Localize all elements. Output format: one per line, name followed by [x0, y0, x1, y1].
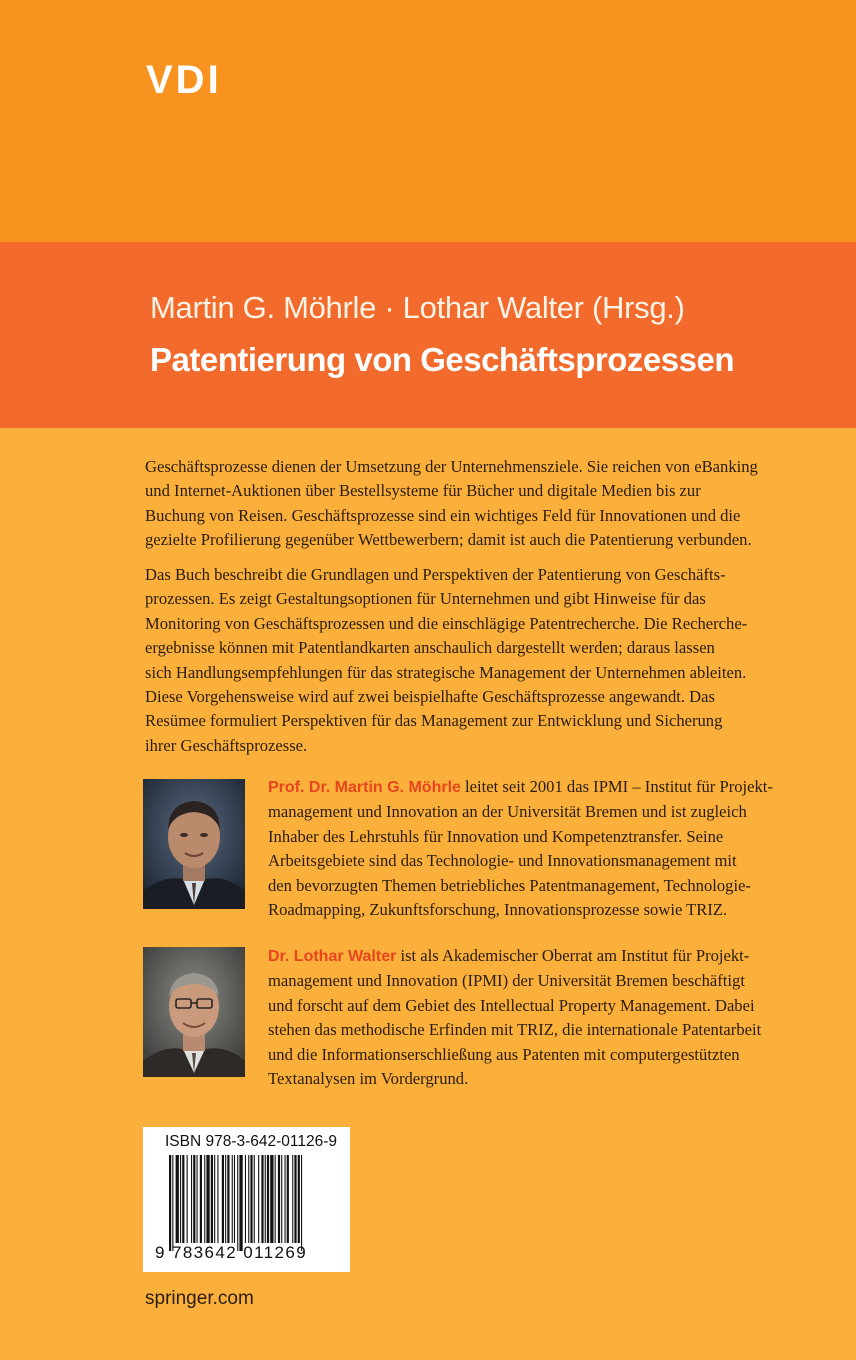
- barcode-bar: [285, 1155, 286, 1243]
- barcode-bar: [250, 1155, 252, 1243]
- text-line: prozessen. Es zeigt Gestaltungsoptionen für Unternehmen und gibt Hinweise für das: [145, 589, 706, 609]
- text-line: und forscht auf dem Gebiet des Intellectual Property Management. Dabei: [268, 995, 755, 1015]
- barcode-bar: [191, 1155, 192, 1243]
- barcode-bar: [294, 1155, 296, 1243]
- author-name-highlight: Prof. Dr. Martin G. Möhrle: [268, 779, 461, 796]
- barcode-bar: [193, 1155, 195, 1243]
- description-paragraph-2: [145, 563, 805, 758]
- barcode-bar: [182, 1155, 184, 1243]
- author-bio-walter: [268, 944, 808, 1091]
- text-line: management und Innovation (IPMI) der Universität Bremen beschäftigt: [268, 971, 745, 991]
- barcode-bar: [234, 1155, 235, 1243]
- publisher-website: springer.com: [145, 1288, 254, 1309]
- barcode-bar: [287, 1155, 289, 1243]
- barcode-bar: [172, 1155, 173, 1251]
- barcode-bar: [227, 1155, 229, 1243]
- text-line: Textanalysen im Vordergrund.: [268, 1069, 469, 1089]
- barcode-bar: [222, 1155, 224, 1243]
- barcode-bar: [254, 1155, 255, 1243]
- barcode-bar: [281, 1155, 282, 1243]
- barcode-bar: [197, 1155, 198, 1243]
- barcode-bar: [237, 1155, 238, 1251]
- title-band: [0, 242, 856, 428]
- barcode-bar: [239, 1155, 242, 1251]
- book-title: Patentierung von Geschäftsprozessen: [150, 341, 734, 378]
- publisher-logo: VDI: [146, 58, 222, 102]
- barcode-bar: [217, 1155, 218, 1243]
- bio-text: ist als Akademischer Oberrat am Institut für Projekt-: [396, 946, 750, 965]
- text-line: den bevorzugten Themen betriebliches Patentmanagement, Technologie-: [268, 875, 751, 895]
- bio-first-line: [268, 944, 808, 969]
- barcode-bar: [261, 1155, 263, 1243]
- text-line: Geschäftsprozesse dienen der Umsetzung der Unternehmensziele. Sie reichen von eBanking: [145, 457, 758, 476]
- author-portrait-moehrle: [143, 779, 245, 909]
- barcode-bar: [275, 1155, 276, 1243]
- barcode-bar: [211, 1155, 213, 1243]
- top-color-band: [0, 0, 856, 242]
- ean-digits: 9 783642 011269: [155, 1243, 308, 1262]
- text-line: und Internet-Auktionen über Bestellsysteme für Bücher und digitale Medien bis zur: [145, 481, 701, 501]
- author-bio-moehrle: [268, 775, 808, 922]
- barcode-bar: [225, 1155, 226, 1243]
- barcode-bar: [265, 1155, 266, 1243]
- barcode-bar: [200, 1155, 202, 1243]
- isbn-number: ISBN 978-3-642-01126-9: [165, 1133, 338, 1150]
- text-line: Resümee formuliert Perspektiven für das Management zur Entwicklung und Sicherung: [145, 711, 723, 731]
- barcode-bar: [204, 1155, 205, 1243]
- text-line: Das Buch beschreibt die Grundlagen und Perspektiven der Patentierung von Geschäfts-: [145, 565, 726, 584]
- barcode-bar: [258, 1155, 259, 1243]
- barcode-bar: [232, 1155, 233, 1243]
- text-line: Roadmapping, Zukunftsforschung, Innovationsprozesse sowie TRIZ.: [268, 900, 728, 920]
- barcode-bar: [301, 1155, 302, 1251]
- barcode-bar: [278, 1155, 280, 1243]
- description-paragraph-1: [145, 455, 805, 553]
- text-line: sich Handlungsempfehlungen für das strategische Management der Unternehmen ableiten.: [145, 662, 747, 682]
- text-line: Monitoring von Geschäftsprozessen und die einschlägige Patentrecherche. Die Recherche-: [145, 613, 748, 633]
- text-line: Arbeitsgebiete sind das Technologie- und Innovationsmanagement mit: [268, 851, 737, 871]
- bio-first-line: [268, 775, 808, 800]
- barcode-bar: [270, 1155, 273, 1243]
- author-portrait-walter: [143, 947, 245, 1077]
- text-line: und die Informationserschließung aus Patenten mit computergestützten: [268, 1044, 740, 1064]
- barcode-bar: [206, 1155, 209, 1243]
- barcode-bar: [267, 1155, 269, 1243]
- barcode-bar: [245, 1155, 246, 1243]
- barcode-bar: [248, 1155, 249, 1243]
- text-line: ergebnisse können mit Patentlandkarten anschaulich dargestellt werden; daraus lassen: [145, 638, 715, 658]
- bio-text: leitet seit 2001 das IPMI – Institut für Projekt-: [460, 777, 773, 796]
- barcode-bar: [176, 1155, 179, 1243]
- author-name-highlight: Dr. Lothar Walter: [268, 948, 397, 965]
- barcode-bar: [292, 1155, 293, 1243]
- text-line: Buchung von Reisen. Geschäftsprozesse sind ein wichtiges Feld für Innovationen und die: [145, 505, 741, 525]
- text-line: gezielte Profilierung gegenüber Wettbewerbern; damit ist auch die Patentierung verbunden.: [145, 530, 752, 550]
- text-line: Inhaber des Lehrstuhls für Innovation und Kompetenztransfer. Seine: [268, 826, 724, 846]
- isbn-barcode: [143, 1127, 350, 1272]
- barcode-bar: [187, 1155, 188, 1243]
- text-line: stehen das methodische Erfinden mit TRIZ, die internationale Patentarbeit: [268, 1020, 762, 1040]
- text-line: Diese Vorgehensweise wird auf zwei beispielhafte Geschäftsprozesse angewandt. Das: [145, 687, 715, 707]
- barcode-bar: [298, 1155, 300, 1243]
- barcode-bar: [180, 1155, 181, 1243]
- text-line: ihrer Geschäftsprozesse.: [145, 735, 308, 755]
- barcode-bar: [169, 1155, 171, 1251]
- barcode-bar: [214, 1155, 215, 1243]
- text-line: management und Innovation an der Universität Bremen und ist zugleich: [268, 802, 747, 822]
- book-authors: Martin G. Möhrle · Lothar Walter (Hrsg.): [150, 290, 685, 325]
